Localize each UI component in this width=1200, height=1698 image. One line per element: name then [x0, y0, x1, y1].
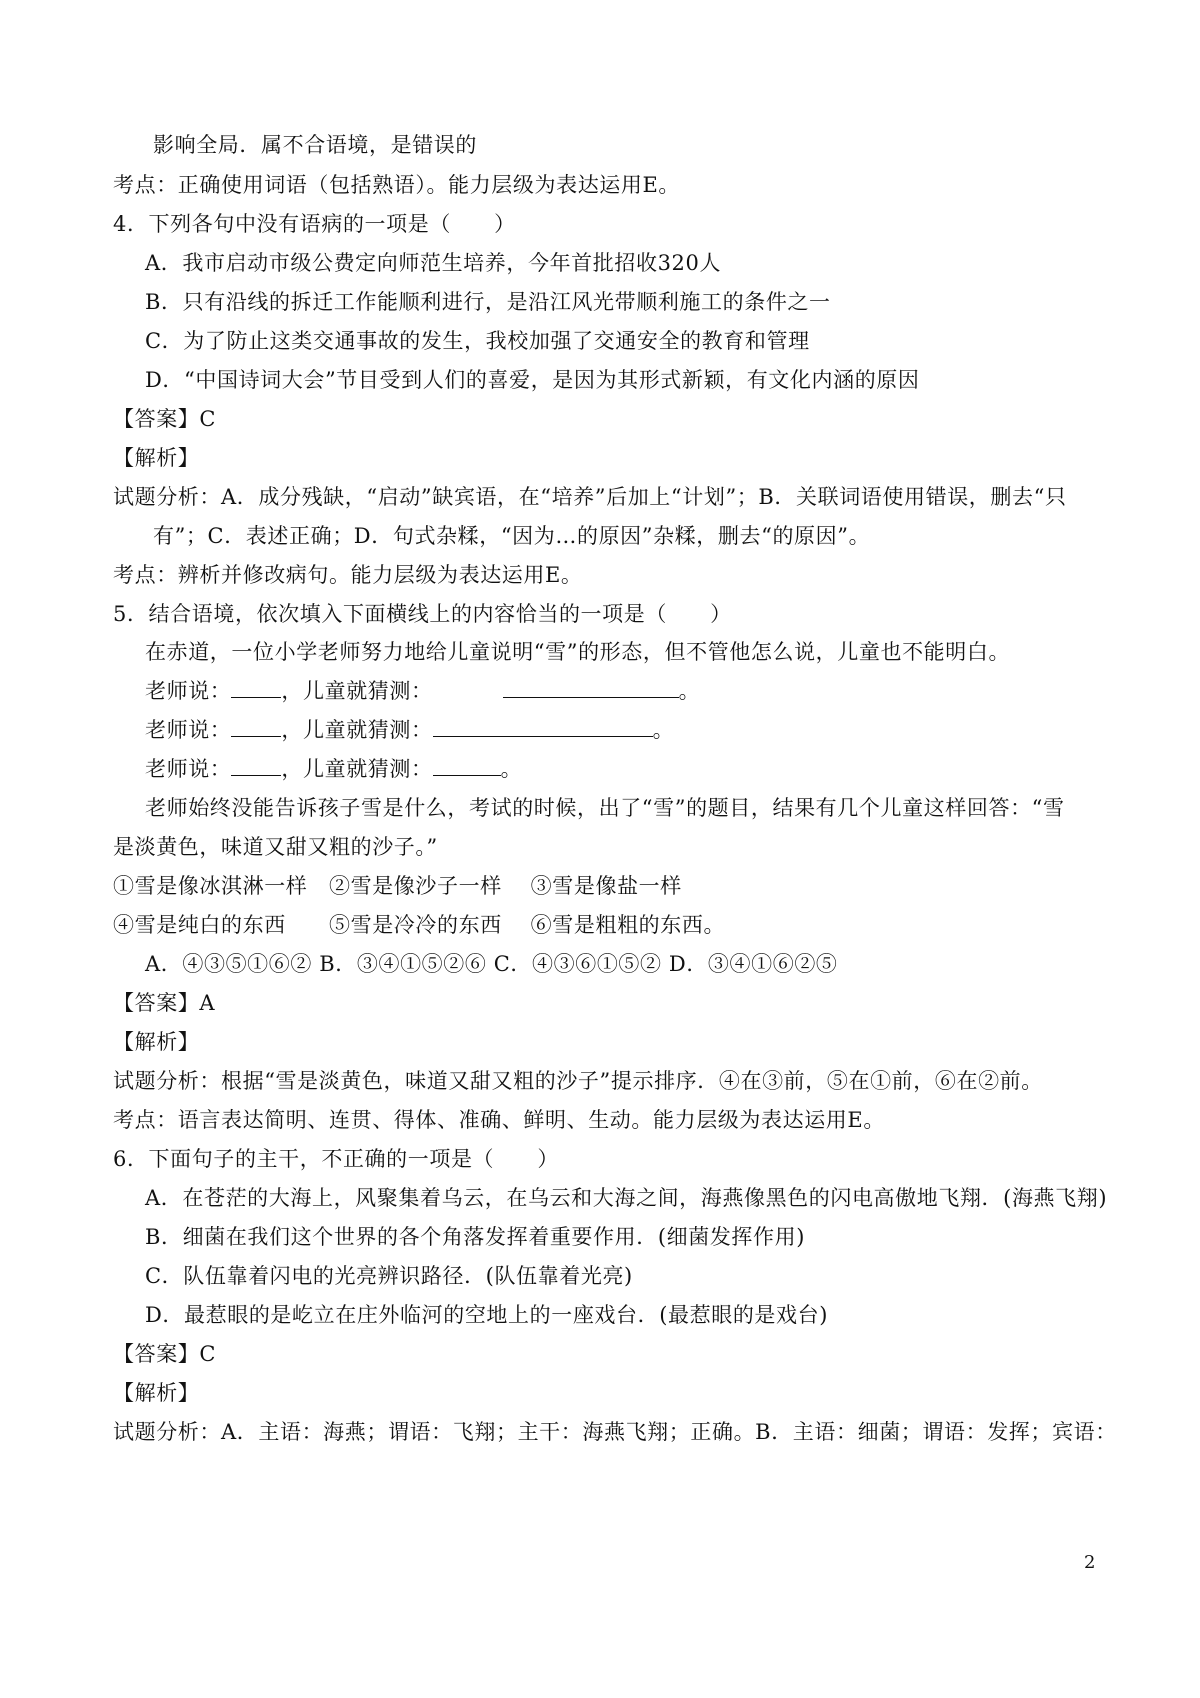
question-5-teacher-line-2: 老师说： ，儿童就猜测： 。 — [145, 718, 675, 742]
question-5-answer: 【答案】A — [113, 991, 216, 1015]
blank-6 — [433, 757, 501, 776]
question-6-option-c: C．队伍靠着闪电的光亮辨识路径．(队伍靠着光亮) — [145, 1264, 633, 1288]
question-4-analysis-cont: 有”；C．表述正确；D．句式杂糅，“因为…的原因”杂糅，删去“的原因”。 — [153, 524, 871, 548]
question-4-analysis-heading: 【解析】 — [113, 446, 200, 470]
question-5-passage: 在赤道，一位小学老师努力地给儿童说明“雪”的形态，但不管他怎么说，儿童也不能明白。 — [145, 640, 1011, 664]
question-5-passage-2-cont: 是淡黄色，味道又甜又粗的沙子。” — [113, 835, 438, 859]
blank-3 — [231, 718, 281, 737]
blank-1 — [231, 679, 281, 698]
question-6-option-a: A．在苍茫的大海上，风聚集着乌云，在乌云和大海之间，海燕像黑色的闪电高傲地飞翔．(海燕飞翔) — [145, 1186, 1108, 1210]
question-4-option-c: C．为了防止这类交通事故的发生，我校加强了交通安全的教育和管理 — [145, 329, 810, 353]
question-5-items-row-1: ①雪是像冰淇淋一样 ②雪是像沙子一样 ③雪是像盐一样 — [113, 874, 682, 898]
question-4-option-d: D．“中国诗词大会”节目受到人们的喜爱，是因为其形式新颖，有文化内涵的原因 — [145, 368, 920, 392]
question-6-stem: 6．下面句子的主干，不正确的一项是（ ） — [113, 1147, 559, 1171]
question-5-teacher-line-1: 老师说： ，儿童就猜测： 。 — [145, 679, 701, 703]
text-line: 影响全局．属不合语境，是错误的 — [153, 133, 477, 157]
question-4-stem: 4．下列各句中没有语病的一项是（ ） — [113, 212, 516, 236]
question-5-exam-point: 考点：语言表达简明、连贯、得体、准确、鲜明、生动。能力层级为表达运用E。 — [113, 1108, 885, 1132]
question-4-analysis: 试题分析：A．成分残缺，“启动”缺宾语，在“培养”后加上“计划”；B．关联词语使用错误，删去“只 — [113, 485, 1067, 509]
question-5-teacher-line-3: 老师说： ，儿童就猜测： 。 — [145, 757, 523, 781]
blank-4 — [433, 718, 653, 737]
question-6-analysis: 试题分析：A．主语：海燕；谓语：飞翔；主干：海燕飞翔；正确。B．主语：细菌；谓语：发挥；宾语： — [113, 1420, 1117, 1444]
question-5-analysis-heading: 【解析】 — [113, 1030, 200, 1054]
question-5-passage-2: 老师始终没能告诉孩子雪是什么，考试的时候，出了“雪”的题目，结果有几个儿童这样回答：“雪 — [145, 796, 1065, 820]
exam-point: 考点：正确使用词语（包括熟语）。能力层级为表达运用E。 — [113, 173, 681, 197]
blank-2 — [503, 679, 679, 698]
question-6-option-b: B．细菌在我们这个世界的各个角落发挥着重要作用．(细菌发挥作用) — [145, 1225, 806, 1249]
page-number: 2 — [1084, 1552, 1096, 1573]
question-5-items-row-2: ④雪是纯白的东西 ⑤雪是冷冷的东西 ⑥雪是粗粗的东西。 — [113, 913, 726, 937]
question-5-choices: A．④③⑤①⑥② B．③④①⑤②⑥ C．④③⑥①⑤② D．③④①⑥②⑤ — [145, 952, 838, 976]
question-4-option-b: B．只有沿线的拆迁工作能顺利进行，是沿江风光带顺利施工的条件之一 — [145, 290, 831, 314]
question-4-answer: 【答案】C — [113, 407, 217, 431]
question-5-stem: 5．结合语境，依次填入下面横线上的内容恰当的一项是（ ） — [113, 602, 732, 626]
question-6-analysis-heading: 【解析】 — [113, 1381, 200, 1405]
question-6-option-d: D．最惹眼的是屹立在庄外临河的空地上的一座戏台．(最惹眼的是戏台) — [145, 1303, 829, 1327]
question-6-answer: 【答案】C — [113, 1342, 217, 1366]
question-4-exam-point: 考点：辨析并修改病句。能力层级为表达运用E。 — [113, 563, 583, 587]
question-5-analysis: 试题分析：根据“雪是淡黄色，味道又甜又粗的沙子”提示排序．④在③前，⑤在①前，⑥在②前。 — [113, 1069, 1043, 1093]
question-4-option-a: A．我市启动市级公费定向师范生培养，今年首批招收320人 — [145, 251, 722, 275]
blank-5 — [231, 757, 281, 776]
